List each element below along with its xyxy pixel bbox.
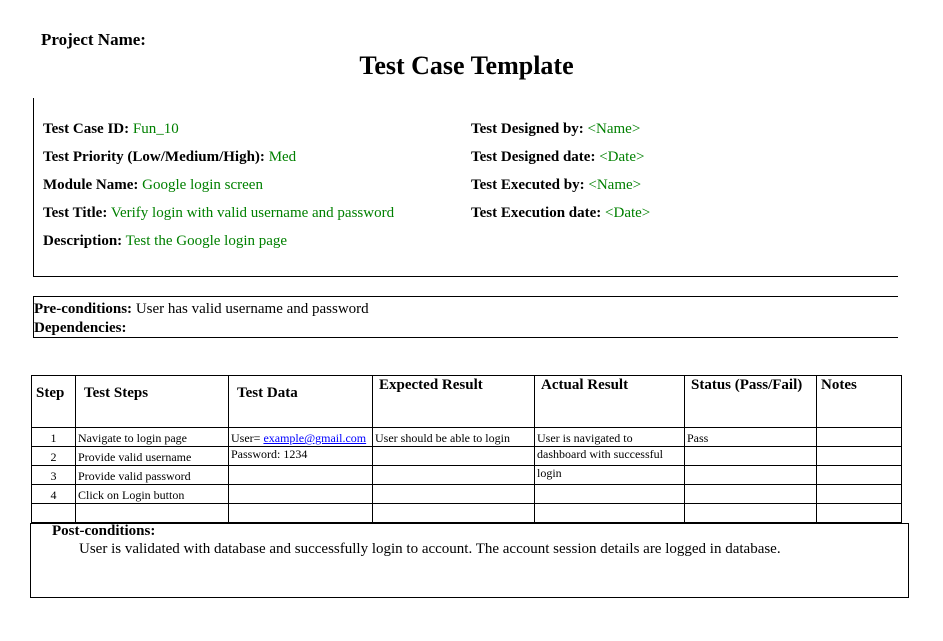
cell-notes (817, 485, 902, 504)
cell-expected (373, 447, 535, 466)
dependencies-label: Dependencies: (34, 320, 127, 336)
cell-expected (373, 466, 535, 485)
cell-test-step: Click on Login button (76, 485, 229, 504)
cell-test-step: Provide valid username (76, 447, 229, 466)
cell-step: 1 (32, 428, 76, 447)
cell-actual: User is navigated to (535, 428, 685, 447)
cell-status: Pass (685, 428, 817, 447)
test-executed-by-field (471, 177, 641, 194)
cell-expected (373, 485, 535, 504)
cell-test-step: Provide valid password (76, 466, 229, 485)
table-header-row (32, 376, 902, 428)
test-case-id-field (43, 121, 179, 138)
test-execution-date-value: <Date> (605, 205, 651, 221)
table-row (32, 428, 902, 447)
column-header-actual-result: Actual Result (535, 376, 685, 428)
cell-test-data (229, 466, 373, 485)
cell-step: 4 (32, 485, 76, 504)
cell-status (685, 504, 817, 523)
cell-notes (817, 447, 902, 466)
test-data-prefix: User= (231, 431, 264, 445)
info-box-bottom-border (33, 276, 898, 277)
cell-notes (817, 466, 902, 485)
cell-actual: dashboard with successful (535, 447, 685, 466)
cell-actual: login (535, 466, 685, 485)
column-header-step: Step (32, 376, 76, 428)
project-name-label: Project Name: (41, 30, 146, 49)
column-header-expected-result: Expected Result (373, 376, 535, 428)
table-row (32, 466, 902, 485)
table-row (32, 447, 902, 466)
cell-actual (535, 504, 685, 523)
test-designed-date-value: <Date> (599, 149, 645, 165)
cell-step: 3 (32, 466, 76, 485)
description-label: Description: (43, 233, 123, 249)
cell-expected: User should be able to login (373, 428, 535, 447)
test-executed-by-label: Test Executed by: (471, 177, 585, 193)
test-case-id-label: Test Case ID: (43, 121, 130, 137)
dependencies-field (34, 320, 127, 337)
test-case-id-value: Fun_10 (132, 121, 179, 137)
test-priority-field (43, 149, 296, 166)
test-title-value: Verify login with valid username and password (110, 205, 395, 221)
cell-expected (373, 504, 535, 523)
preconditions-field (34, 301, 369, 318)
postconditions-box (30, 523, 909, 598)
test-steps-table (31, 375, 902, 523)
cell-test-step: Navigate to login page (76, 428, 229, 447)
module-name-value: Google login screen (142, 177, 263, 193)
info-box-left-border (33, 98, 34, 277)
test-designed-date-label: Test Designed date: (471, 149, 596, 165)
preconditions-value: User has valid username and password (135, 301, 369, 317)
test-designed-by-label: Test Designed by: (471, 121, 584, 137)
test-designed-date-field (471, 149, 644, 166)
description-field (43, 233, 287, 250)
cell-test-data (229, 485, 373, 504)
cell-actual (535, 485, 685, 504)
cell-status (685, 466, 817, 485)
test-execution-date-label: Test Execution date: (471, 205, 602, 221)
test-priority-value: Med (268, 149, 297, 165)
cell-step: 2 (32, 447, 76, 466)
test-execution-date-field (471, 205, 650, 222)
cell-test-data: Password: 1234 (229, 447, 373, 466)
preconditions-label: Pre-conditions: (34, 301, 133, 317)
module-name-field (43, 177, 263, 194)
page-title: Test Case Template (359, 51, 574, 80)
test-designed-by-field (471, 121, 640, 138)
table-row (32, 485, 902, 504)
description-value: Test the Google login page (125, 233, 288, 249)
postconditions-value: User is validated with database and successfully login to account. The account session details are logged in database. (79, 541, 781, 557)
test-designed-by-value: <Name> (587, 121, 641, 137)
column-header-test-steps: Test Steps (76, 376, 229, 428)
column-header-status: Status (Pass/Fail) (685, 376, 817, 428)
test-title-field (43, 205, 394, 222)
cell-notes (817, 504, 902, 523)
test-title-label: Test Title: (43, 205, 108, 221)
test-executed-by-value: <Name> (588, 177, 642, 193)
column-header-test-data: Test Data (229, 376, 373, 428)
cell-status (685, 447, 817, 466)
cell-test-step (76, 504, 229, 523)
cell-test-data (229, 504, 373, 523)
test-priority-label: Test Priority (Low/Medium/High): (43, 149, 265, 165)
postconditions-label: Post-conditions: (52, 523, 156, 539)
cell-notes (817, 428, 902, 447)
cell-test-data (229, 428, 373, 447)
email-link[interactable]: example@gmail.com (263, 431, 367, 445)
column-header-notes: Notes (817, 376, 902, 428)
table-row (32, 504, 902, 523)
cell-step (32, 504, 76, 523)
cell-status (685, 485, 817, 504)
module-name-label: Module Name: (43, 177, 139, 193)
